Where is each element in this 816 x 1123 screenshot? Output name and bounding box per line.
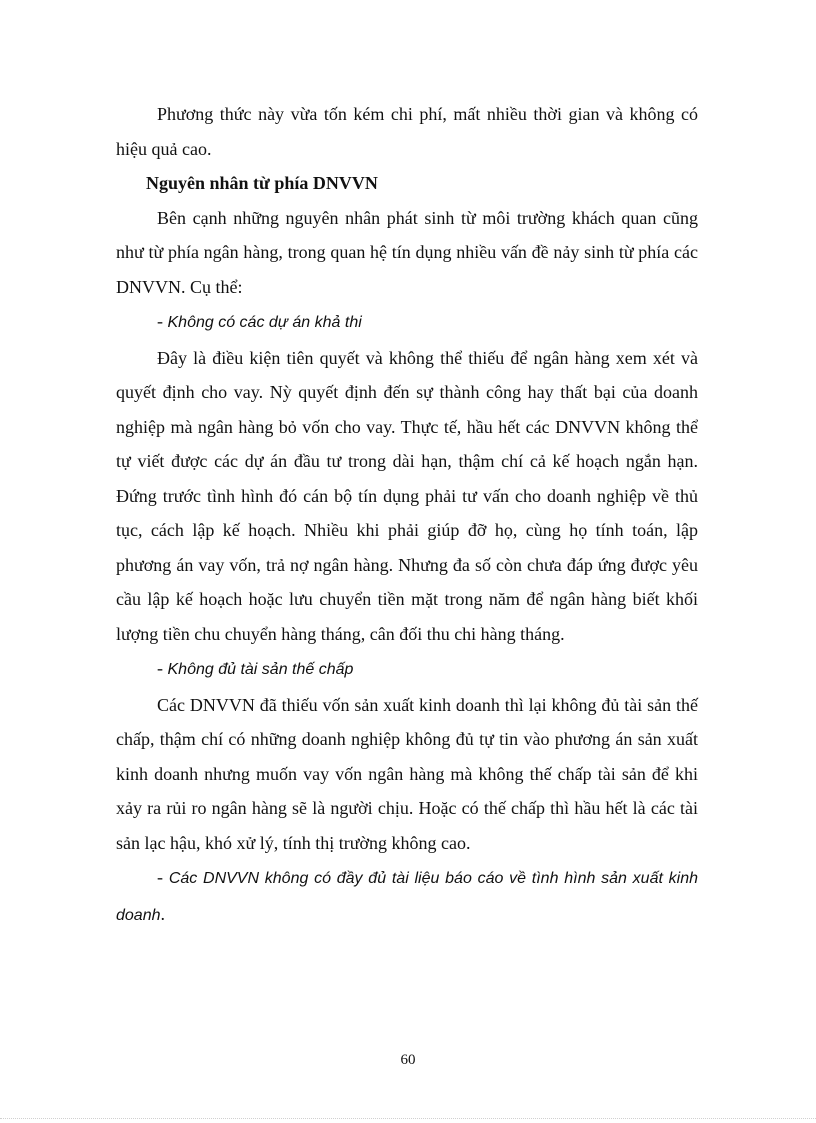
paragraph: Các DNVVN đã thiếu vốn sản xuất kinh doanh thì lại không đủ tài sản thế chấp, thậm chí có những doanh nghiệp không đủ tự tin vào phương án sản xuất kinh doanh nhưng muốn vay vốn ngân hàng mà không thế chấp tài sản để khi xảy ra rủi ro ngân hàng sẽ là người chịu. Hoặc có thế chấp thì hầu hết là các tài sản lạc hậu, khó xử lý, tính thị trường không cao.: [116, 694, 698, 853]
page-number: 60: [400, 1052, 416, 1068]
list-item-text: Không có các dự án khả thi: [167, 314, 362, 331]
list-item-text: Không đủ tài sản thế chấp: [167, 661, 354, 678]
list-dash: -: [157, 311, 168, 331]
list-dash: -: [157, 867, 169, 887]
page-body: [116, 97, 698, 933]
page-bottom-divider: [0, 1118, 816, 1119]
list-item-text: Các DNVVN không có đầy đủ tài liệu báo cáo về tình hình sản xuất kinh doanh: [116, 870, 699, 924]
italic-list-item: [116, 651, 698, 688]
list-dash: -: [157, 658, 168, 678]
paragraph: Bên cạnh những nguyên nhân phát sinh từ môi trường khách quan cũng như từ phía ngân hàng, trong quan hệ tín dụng nhiều vấn đề nảy sinh từ phía các DNVVN. Cụ thể:: [116, 207, 698, 297]
italic-list-item: [116, 860, 698, 933]
section-heading: Nguyên nhân từ phía DNVVN: [146, 173, 378, 193]
paragraph: Phương thức này vừa tốn kém chi phí, mất nhiều thời gian và không có hiệu quả cao.: [116, 104, 698, 159]
list-item-period: .: [160, 903, 165, 924]
paragraph: Đây là điều kiện tiên quyết và không thể thiếu để ngân hàng xem xét và quyết định cho vay. Nỳ quyết định đến sự thành công hay thất bại của doanh nghiệp mà ngân hàng bỏ vốn cho vay. Thực tế, hầu hết các DNVVN không thể tự viết được các dự án đầu tư trong dài hạn, thậm chí cả kế hoạch ngắn hạn. Đứng trước tình hình đó cán bộ tín dụng phải tư vấn cho doanh nghiệp về thủ tục, cách lập kế hoạch. Nhiều khi phải giúp đỡ họ, cùng họ tính toán, lập phương án vay vốn, trả nợ ngân hàng. Nhưng đa số còn chưa đáp ứng được yêu cầu lập kế hoạch hoặc lưu chuyển tiền mặt trong năm để ngân hàng biết khối lượng tiền chu chuyển hàng tháng, cân đối thu chi hàng tháng.: [116, 347, 698, 644]
italic-list-item: [116, 304, 698, 341]
